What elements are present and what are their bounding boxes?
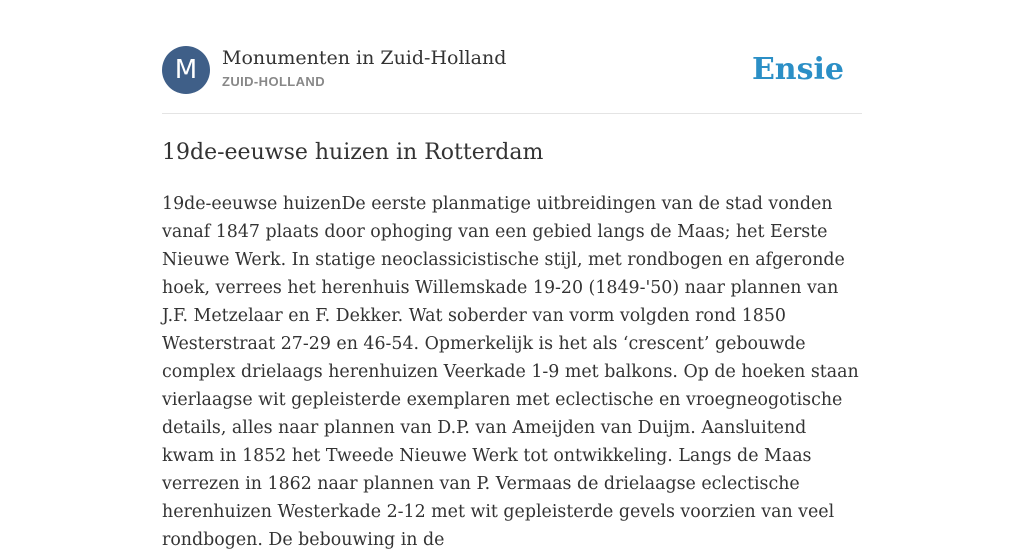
site-subtitle[interactable]: ZUID-HOLLAND [222,74,326,89]
article-title: 19de-eeuwse huizen in Rotterdam [162,140,544,165]
header-divider [162,113,862,114]
brand-logo[interactable]: Ensie [751,52,844,87]
site-header [162,46,862,96]
avatar[interactable]: M [162,46,210,94]
site-title[interactable]: Monumenten in Zuid-Holland [222,47,507,69]
article-body: 19de-eeuwse huizenDe eerste planmatige uitbreidingen van de stad vonden vanaf 1847 plaats door ophoging van een gebied langs de Maas; het Eerste Nieuwe Werk. In statige neoclassicistische stijl, met rondbogen en afgeronde hoek, verrees het herenhuis Willemskade 19-20 (1849-'50) naar plannen van J.F. Metzelaar en F. Dekker. Wat soberder van vorm volgden rond 1850 Westerstraat 27-29 en 46-54. Opmerkelijk is het als ‘crescent’ gebouwde complex drielaags herenhuizen Veerkade 1-9 met balkons. Op de hoeken staan vierlaagse wit gepleisterde exemplaren met eclectische en vroegneogotische details, alles naar plannen van D.P. van Ameijden van Duijm. Aansluitend kwam in 1852 het Tweede Nieuwe Werk tot ontwikkeling. Langs de Maas verrezen in 1862 naar plannen van P. Vermaas de drielaagse eclectische herenhuizen Westerkade 2-12 met wit gepleisterde gevels voorzien van veel rondbogen. De bebouwing in de [162,194,859,550]
